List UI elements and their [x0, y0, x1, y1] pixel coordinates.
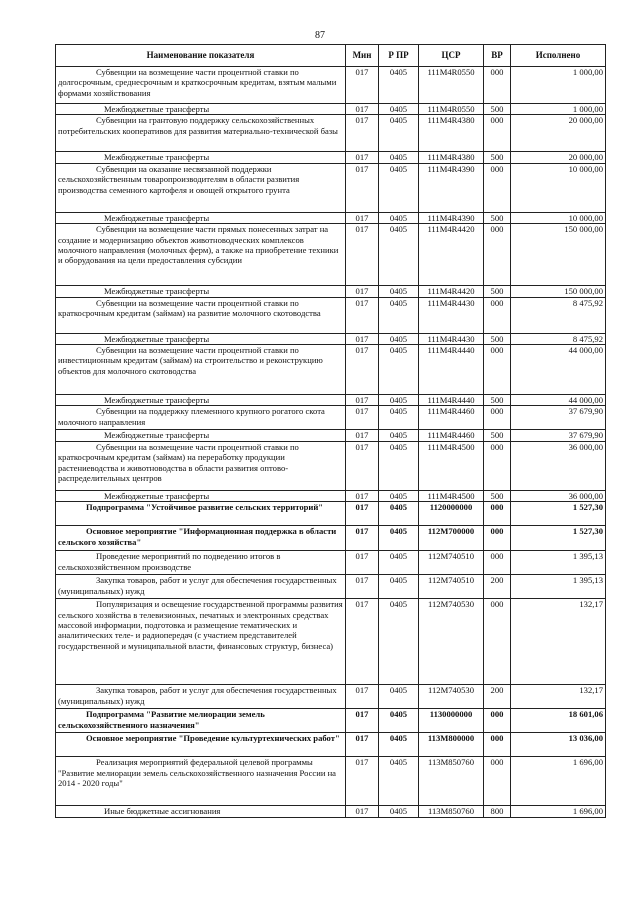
table-row — [56, 526, 606, 551]
row-rpr: 0405 — [379, 441, 419, 490]
row-csr: 112M700000 — [419, 526, 484, 551]
row-vr: 500 — [484, 212, 511, 223]
row-csr: 111M4R4430 — [419, 297, 484, 333]
row-rpr: 0405 — [379, 430, 419, 441]
row-rpr: 0405 — [379, 575, 419, 599]
table-row — [56, 709, 606, 733]
row-name: Основное мероприятие "Информационная поддержка в области сельского хозяйства" — [56, 526, 346, 551]
row-min: 017 — [346, 502, 379, 526]
row-done: 8 475,92 — [511, 297, 606, 333]
row-name: Реализация мероприятий федеральной целевой программы "Развитие мелиорации земель сельскохозяйственного назначения России на 2014 - 2020 годы" — [56, 757, 346, 806]
row-min: 017 — [346, 806, 379, 818]
row-rpr: 0405 — [379, 115, 419, 152]
table-row — [56, 152, 606, 163]
row-done: 1 000,00 — [511, 104, 606, 115]
table-row — [56, 551, 606, 575]
row-vr: 000 — [484, 599, 511, 685]
row-rpr: 0405 — [379, 212, 419, 223]
row-min: 017 — [346, 152, 379, 163]
row-min: 017 — [346, 333, 379, 344]
row-name: Субвенции на возмещение части процентной ставки по краткосрочным кредитам (займам) на переработку продукции растениеводства и животноводства в области развития оптово-распределительных центров — [56, 441, 346, 490]
page-number: 87 — [315, 30, 325, 41]
row-rpr: 0405 — [379, 406, 419, 430]
row-name: Иные бюджетные ассигнования — [56, 806, 346, 818]
row-vr: 000 — [484, 551, 511, 575]
row-done: 36 000,00 — [511, 490, 606, 501]
row-name: Межбюджетные трансферты — [56, 490, 346, 501]
row-vr: 200 — [484, 685, 511, 709]
row-csr: 111M4R4390 — [419, 163, 484, 212]
row-vr: 000 — [484, 297, 511, 333]
row-min: 017 — [346, 430, 379, 441]
table-row — [56, 212, 606, 223]
row-csr: 111M4R4390 — [419, 212, 484, 223]
row-min: 017 — [346, 163, 379, 212]
row-rpr: 0405 — [379, 685, 419, 709]
row-min: 017 — [346, 551, 379, 575]
row-min: 017 — [346, 733, 379, 757]
row-done: 44 000,00 — [511, 345, 606, 395]
row-vr: 500 — [484, 152, 511, 163]
row-rpr: 0405 — [379, 224, 419, 286]
row-name: Проведение мероприятий по подведению итогов в сельскохозяйственном производстве — [56, 551, 346, 575]
row-done: 1 395,13 — [511, 575, 606, 599]
row-name: Субвенции на возмещение части процентной ставки по долгосрочным, среднесрочным и краткосрочным кредитам, взятым малыми формами хозяйствования — [56, 67, 346, 104]
row-done: 1 696,00 — [511, 806, 606, 818]
table-row — [56, 441, 606, 490]
row-csr: 113M800000 — [419, 733, 484, 757]
row-rpr: 0405 — [379, 502, 419, 526]
row-csr: 111M4R0550 — [419, 67, 484, 104]
row-vr: 000 — [484, 526, 511, 551]
row-min: 017 — [346, 395, 379, 406]
table-row — [56, 395, 606, 406]
row-rpr: 0405 — [379, 757, 419, 806]
row-rpr: 0405 — [379, 599, 419, 685]
row-min: 017 — [346, 104, 379, 115]
row-min: 017 — [346, 224, 379, 286]
table-row — [56, 502, 606, 526]
row-rpr: 0405 — [379, 286, 419, 297]
row-name: Закупка товаров, работ и услуг для обеспечения государственных (муниципальных) нужд — [56, 575, 346, 599]
row-rpr: 0405 — [379, 297, 419, 333]
row-name: Межбюджетные трансферты — [56, 333, 346, 344]
row-vr: 000 — [484, 345, 511, 395]
row-vr: 000 — [484, 163, 511, 212]
row-min: 017 — [346, 526, 379, 551]
row-csr: 111M4R4500 — [419, 441, 484, 490]
row-vr: 500 — [484, 286, 511, 297]
row-csr: 111M4R4460 — [419, 406, 484, 430]
row-name: Субвенции на возмещение части прямых понесенных затрат на создание и модернизацию объектов животноводческих комплексов молочного направления (молочных ферм), а также на приобретение техники и оборудования на цели предоставления субсидии — [56, 224, 346, 286]
row-done: 132,17 — [511, 599, 606, 685]
row-vr: 000 — [484, 224, 511, 286]
header-min: Мин — [346, 45, 379, 67]
row-vr: 200 — [484, 575, 511, 599]
row-vr: 000 — [484, 502, 511, 526]
table-row — [56, 297, 606, 333]
row-vr: 000 — [484, 733, 511, 757]
row-rpr: 0405 — [379, 490, 419, 501]
row-rpr: 0405 — [379, 526, 419, 551]
row-name: Закупка товаров, работ и услуг для обеспечения государственных (муниципальных) нужд — [56, 685, 346, 709]
row-name: Субвенции на поддержку племенного крупного рогатого скота молочного направления — [56, 406, 346, 430]
row-min: 017 — [346, 345, 379, 395]
row-name: Межбюджетные трансферты — [56, 395, 346, 406]
row-name: Межбюджетные трансферты — [56, 430, 346, 441]
row-min: 017 — [346, 757, 379, 806]
table-row — [56, 345, 606, 395]
row-done: 44 000,00 — [511, 395, 606, 406]
table-header-row — [56, 45, 606, 67]
row-rpr: 0405 — [379, 163, 419, 212]
row-min: 017 — [346, 709, 379, 733]
row-csr: 112M740510 — [419, 551, 484, 575]
row-csr: 112M740510 — [419, 575, 484, 599]
row-min: 017 — [346, 406, 379, 430]
row-done: 1 395,13 — [511, 551, 606, 575]
row-csr: 111M4R4420 — [419, 224, 484, 286]
row-name: Субвенции на возмещение части процентной ставки по краткосрочным кредитам (займам) на развитие молочного скотоводства — [56, 297, 346, 333]
row-min: 017 — [346, 441, 379, 490]
table-row — [56, 333, 606, 344]
table-row — [56, 163, 606, 212]
header-name: Наименование показателя — [56, 45, 346, 67]
row-rpr: 0405 — [379, 733, 419, 757]
table-body — [56, 67, 606, 818]
row-name: Межбюджетные трансферты — [56, 286, 346, 297]
table-row — [56, 224, 606, 286]
row-done: 150 000,00 — [511, 224, 606, 286]
row-name: Межбюджетные трансферты — [56, 104, 346, 115]
row-csr: 111M4R4440 — [419, 395, 484, 406]
row-name: Подпрограмма "Устойчивое развитие сельских территорий" — [56, 502, 346, 526]
row-csr: 111M4R4460 — [419, 430, 484, 441]
table-row — [56, 490, 606, 501]
row-min: 017 — [346, 286, 379, 297]
row-min: 017 — [346, 212, 379, 223]
row-name: Субвенции на возмещение части процентной ставки по инвестиционным кредитам (займам) на строительство и реконструкцию объектов для молочного скотоводства — [56, 345, 346, 395]
row-rpr: 0405 — [379, 395, 419, 406]
row-vr: 000 — [484, 67, 511, 104]
row-vr: 000 — [484, 115, 511, 152]
row-vr: 000 — [484, 441, 511, 490]
row-done: 132,17 — [511, 685, 606, 709]
table-row — [56, 757, 606, 806]
row-csr: 112M740530 — [419, 685, 484, 709]
row-vr: 000 — [484, 709, 511, 733]
row-csr: 111M4R4440 — [419, 345, 484, 395]
row-rpr: 0405 — [379, 345, 419, 395]
row-name: Подпрограмма "Развитие мелиорации земель сельскохозяйственного назначения" — [56, 709, 346, 733]
row-csr: 111M4R4500 — [419, 490, 484, 501]
row-name: Субвенции на грантовую поддержку сельскохозяйственных потребительских кооперативов для развития материально-технической базы — [56, 115, 346, 152]
row-vr: 500 — [484, 395, 511, 406]
row-rpr: 0405 — [379, 67, 419, 104]
row-csr: 111M4R0550 — [419, 104, 484, 115]
table-row — [56, 286, 606, 297]
row-csr: 113M850760 — [419, 757, 484, 806]
row-rpr: 0405 — [379, 806, 419, 818]
row-csr: 112M740530 — [419, 599, 484, 685]
row-name: Субвенции на оказание несвязанной поддержки сельскохозяйственным товаропроизводителям в области развития производства семенного картофеля и овощей открытого грунта — [56, 163, 346, 212]
row-done: 20 000,00 — [511, 115, 606, 152]
row-done: 18 601,06 — [511, 709, 606, 733]
row-vr: 000 — [484, 406, 511, 430]
row-done: 150 000,00 — [511, 286, 606, 297]
row-vr: 000 — [484, 757, 511, 806]
row-done: 36 000,00 — [511, 441, 606, 490]
row-csr: 111M4R4380 — [419, 115, 484, 152]
table-row — [56, 806, 606, 818]
row-rpr: 0405 — [379, 152, 419, 163]
row-csr: 111M4R4430 — [419, 333, 484, 344]
row-name: Основное мероприятие "Проведение культуртехнических работ" — [56, 733, 346, 757]
row-name: Межбюджетные трансферты — [56, 212, 346, 223]
row-min: 017 — [346, 575, 379, 599]
row-done: 10 000,00 — [511, 212, 606, 223]
table-row — [56, 67, 606, 104]
row-done: 1 000,00 — [511, 67, 606, 104]
row-done: 37 679,90 — [511, 406, 606, 430]
table-row — [56, 406, 606, 430]
row-rpr: 0405 — [379, 709, 419, 733]
row-rpr: 0405 — [379, 333, 419, 344]
row-min: 017 — [346, 490, 379, 501]
table-row — [56, 115, 606, 152]
row-csr: 1120000000 — [419, 502, 484, 526]
row-name: Популяризация и освещение государственной программы развития сельского хозяйства в телевизионных, печатных и электронных средствах массовой информации, подготовка и размещение тематических и аналитических теле- и радиопередач (с участием представителей государственной и муниципальной власти, финансовых структур, бизнеса) — [56, 599, 346, 685]
row-min: 017 — [346, 685, 379, 709]
row-done: 8 475,92 — [511, 333, 606, 344]
row-vr: 800 — [484, 806, 511, 818]
row-rpr: 0405 — [379, 551, 419, 575]
table-row — [56, 575, 606, 599]
header-vr: ВР — [484, 45, 511, 67]
row-csr: 111M4R4380 — [419, 152, 484, 163]
row-vr: 500 — [484, 104, 511, 115]
row-vr: 500 — [484, 333, 511, 344]
row-done: 13 036,00 — [511, 733, 606, 757]
row-min: 017 — [346, 297, 379, 333]
row-done: 10 000,00 — [511, 163, 606, 212]
header-done: Исполнено — [511, 45, 606, 67]
table-row — [56, 685, 606, 709]
table-row — [56, 733, 606, 757]
row-csr: 1130000000 — [419, 709, 484, 733]
budget-table — [55, 44, 606, 818]
row-min: 017 — [346, 599, 379, 685]
row-rpr: 0405 — [379, 104, 419, 115]
row-csr: 111M4R4420 — [419, 286, 484, 297]
row-min: 017 — [346, 67, 379, 104]
header-csr: ЦСР — [419, 45, 484, 67]
row-done: 20 000,00 — [511, 152, 606, 163]
row-done: 1 527,30 — [511, 502, 606, 526]
row-done: 37 679,90 — [511, 430, 606, 441]
row-vr: 500 — [484, 430, 511, 441]
table-row — [56, 599, 606, 685]
row-name: Межбюджетные трансферты — [56, 152, 346, 163]
table-row — [56, 104, 606, 115]
table-row — [56, 430, 606, 441]
row-min: 017 — [346, 115, 379, 152]
row-done: 1 527,30 — [511, 526, 606, 551]
header-rpr: Р ПР — [379, 45, 419, 67]
row-csr: 113M850760 — [419, 806, 484, 818]
row-vr: 500 — [484, 490, 511, 501]
row-done: 1 696,00 — [511, 757, 606, 806]
